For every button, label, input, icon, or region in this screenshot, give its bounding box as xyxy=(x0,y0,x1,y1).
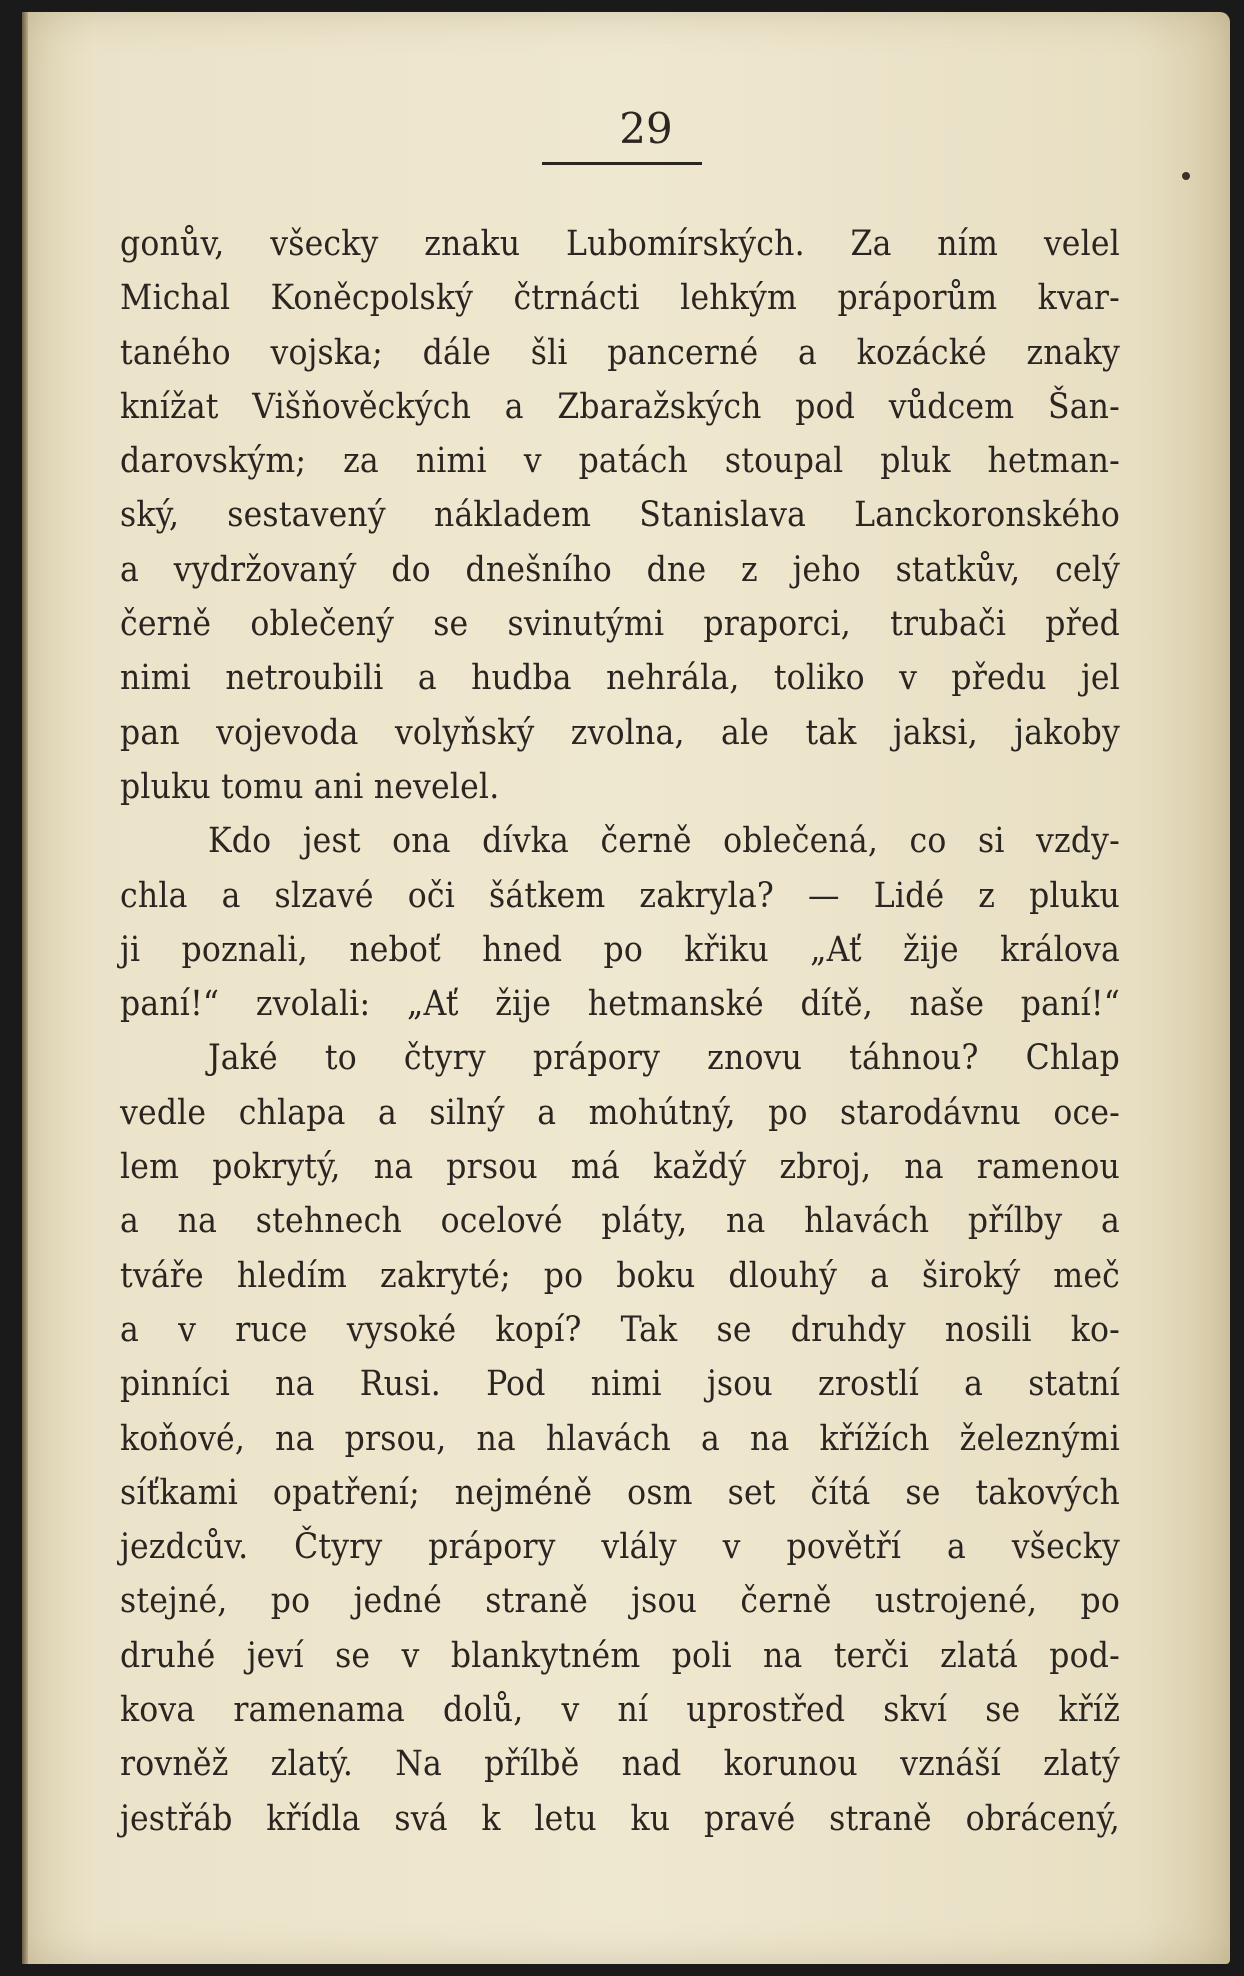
page-binding-edge xyxy=(22,12,28,1964)
text-line: gonův, všecky znaku Lubomírských. Za ním velel xyxy=(120,224,1120,264)
text-line: stejné, po jedné straně jsou černě ustrojené, po xyxy=(120,1581,1120,1622)
paper-speck xyxy=(1182,172,1190,180)
page-number-rule xyxy=(542,162,702,165)
text-line: taného vojska; dále šli pancerné a kozácké znaky xyxy=(120,332,1120,373)
text-line: nimi netroubili a hudba nehrála, toliko v předu jel xyxy=(120,658,1120,699)
text-line: vedle chlapa a silný a mohútný, po starodávnu oce- xyxy=(120,1092,1120,1133)
text-line: a vydržovaný do dnešního dne z jeho statkův, celý xyxy=(120,549,1120,590)
text-line: lem pokrytý, na prsou má každý zbroj, na ramenou xyxy=(120,1147,1120,1188)
text-line: chla a slzavé oči šátkem zakryla? — Lidé z pluku xyxy=(120,875,1120,916)
text-line: darovským; za nimi v patách stoupal pluk hetman- xyxy=(120,441,1120,482)
text-line: knížat Višňověckých a Zbaražských pod vůdcem Šan- xyxy=(120,386,1120,427)
book-page xyxy=(22,12,1230,1964)
text-line: Jaké to čtyry prápory znovu táhnou? Chlap xyxy=(208,1038,1120,1079)
text-line: pluku tomu ani nevelel. xyxy=(120,766,500,807)
text-line: Kdo jest ona dívka černě oblečená, co si vzdy- xyxy=(208,821,1120,862)
text-line: druhé jeví se v blankytném poli na terči zlatá pod- xyxy=(120,1635,1120,1676)
text-line: síťkami opatření; nejméně osm set čítá se takových xyxy=(120,1472,1120,1513)
text-line: tváře hledím zakryté; po boku dlouhý a široký meč xyxy=(120,1255,1120,1296)
text-line: černě oblečený se svinutými praporci, trubači před xyxy=(120,604,1120,645)
text-line: Michal Koněcpolský čtrnácti lehkým práporům kvar- xyxy=(120,278,1120,319)
text-line: rovněž zlatý. Na přílbě nad korunou vznáší zlatý xyxy=(120,1744,1120,1785)
text-line: paní!“ zvolali: „Ať žije hetmanské dítě, naše paní!“ xyxy=(120,984,1120,1025)
text-line: koňové, na prsou, na hlavách a na křížích železnými xyxy=(120,1418,1120,1459)
text-line: jestřáb křídla svá k letu ku pravé straně obrácený, xyxy=(120,1798,1120,1839)
text-line: ji poznali, neboť hned po křiku „Ať žije králova xyxy=(120,929,1120,970)
text-line: pinníci na Rusi. Pod nimi jsou zrostlí a statní xyxy=(120,1364,1120,1405)
text-line: ský, sestavený nákladem Stanislava Lanckoronského xyxy=(120,495,1120,536)
body-text xyxy=(120,217,1120,1846)
text-line: kova ramenama dolů, v ní uprostřed skví se kříž xyxy=(120,1690,1120,1731)
text-line: pan vojevoda volyňský zvolna, ale tak jaksi, jakoby xyxy=(120,712,1120,753)
text-line: a v ruce vysoké kopí? Tak se druhdy nosili ko- xyxy=(120,1309,1120,1350)
text-line: jezdcův. Čtyry prápory vlály v povětří a všecky xyxy=(120,1527,1120,1568)
text-line: a na stehnech ocelové pláty, na hlavách přílby a xyxy=(120,1201,1120,1242)
page-number: 29 xyxy=(619,104,673,153)
